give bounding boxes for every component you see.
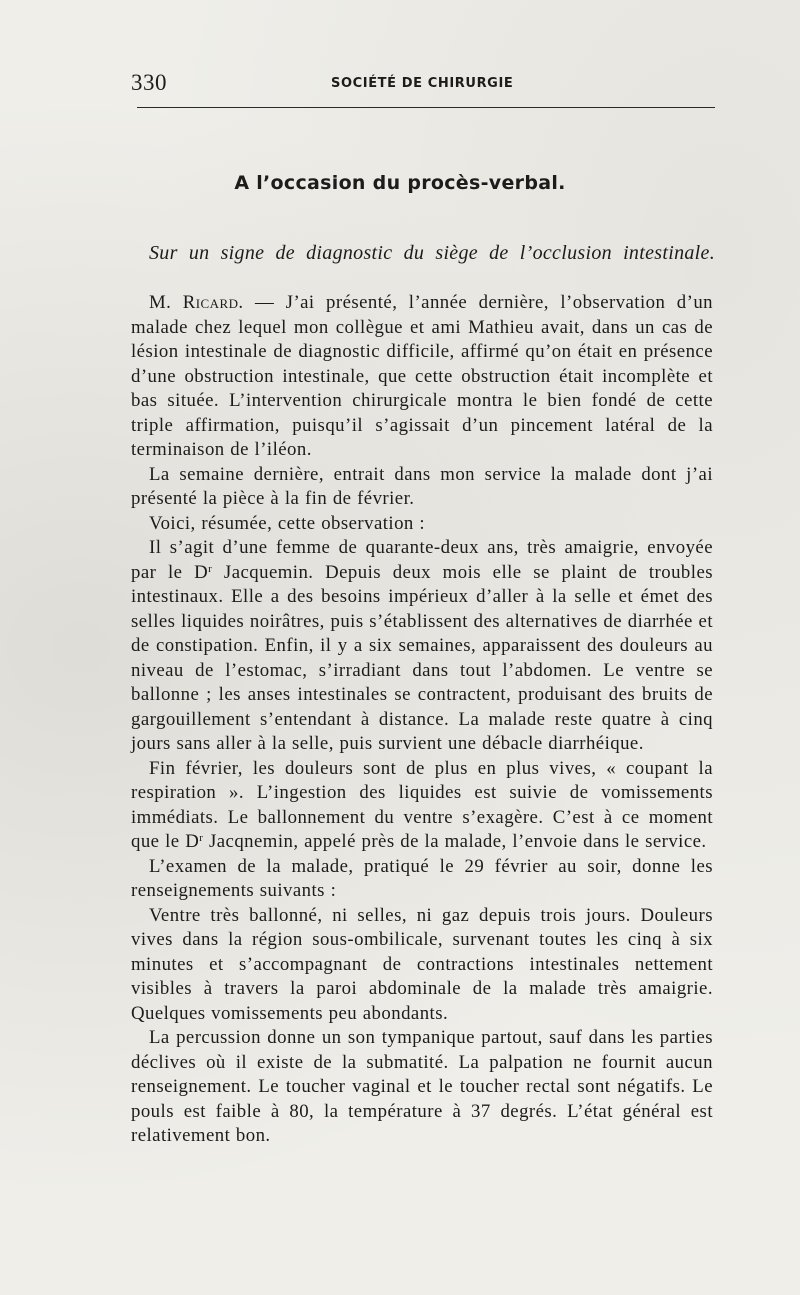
subtitle: Sur un signe de diagnostic du siège de l’occlusion intestinale. [149,242,715,264]
page-number: 330 [131,70,167,95]
paragraph [131,757,713,855]
paragraph-text: Fin février, les douleurs sont de plus en plus vives, « coupant la respiration ». L’ingestion des liquides est suivie de vomissements immédiats. Le ballonnement du ventre s’exagère. C’est à ce moment que le D [131,757,713,852]
paragraph: La percussion donne un son tympanique partout, sauf dans les parties déclives où il existe de la submatité. La palpation ne fournit aucun renseignement. Le toucher vaginal et le toucher rectal sont négatifs. Le pouls est faible à 80, la température à 37 degrés. L’état général est relativement bon. [131,1027,713,1146]
section-title: A l’occasion du procès-verbal. [234,172,566,194]
superscript: r [208,562,213,575]
speaker-name: M. Ricard. [149,292,244,313]
running-head: SOCIÉTÉ DE CHIRURGIE [331,76,514,91]
paragraph [131,291,713,463]
body-text [131,291,713,1149]
superscript: r [199,832,204,844]
paragraph-text: Jacqnemin, appelé près de la malade, l’envoie dans le service. [203,831,707,852]
page-header [131,70,711,100]
paragraph: Ventre très ballonné, ni selles, ni gaz depuis trois jours. Douleurs vives dans la région sous-ombilicale, survenant toutes les cinq à six minutes et s’accompagnant de contractions intestinales nettement visibles à travers la paroi abdominale de la malade très amaigrie. Quelques vomissements peu abondants. [131,904,713,1024]
paragraph: Voici, résumée, cette observation : [149,512,426,534]
paragraph: L’examen de la malade, pratiqué le 29 février au soir, donne les renseignements suivants : [131,855,713,901]
paragraph-text: Il s’agit d’une femme de quarante-deux ans, très amaigrie, envoyée par le D [131,537,713,583]
header-rule [137,107,715,108]
paragraph-text: Jacquemin. Depuis deux mois elle se plaint de troubles intestinaux. Elle a des besoins impérieux d’aller à la selle et émet des selles liquides noirâtres, puis s’établissent des alternatives de diarrhée et de constipation. Enfin, il y a six semaines, apparaissent des douleurs au niveau de l’estomac, s’irradiant dans tout l’abdomen. Le ventre se ballonne ; les anses intestinales se contractent, produisant des bruits de gargouillement s’entendant à distance. La malade reste quatre à cinq jours sans aller à la selle, puis survient une débacle diarrhéique. [131,561,713,754]
paragraph-text: — J’ai présenté, l’année dernière, l’observation d’un malade chez lequel mon collègue et ami Mathieu avait, dans un cas de lésion intestinale de diagnostic difficile, affirmé qu’on était en présence d’une obstruction intestinale, que cette obstruction était incomplète et bas située. L’intervention chirurgicale montra le bien fondé de cette triple affirmation, puisqu’il s’agissait d’un pincement latéral de la terminaison de l’iléon. [131,292,713,460]
paragraph: La semaine dernière, entrait dans mon service la malade dont j’ai présenté la pièce à la fin de février. [131,463,713,509]
paragraph [131,536,713,757]
